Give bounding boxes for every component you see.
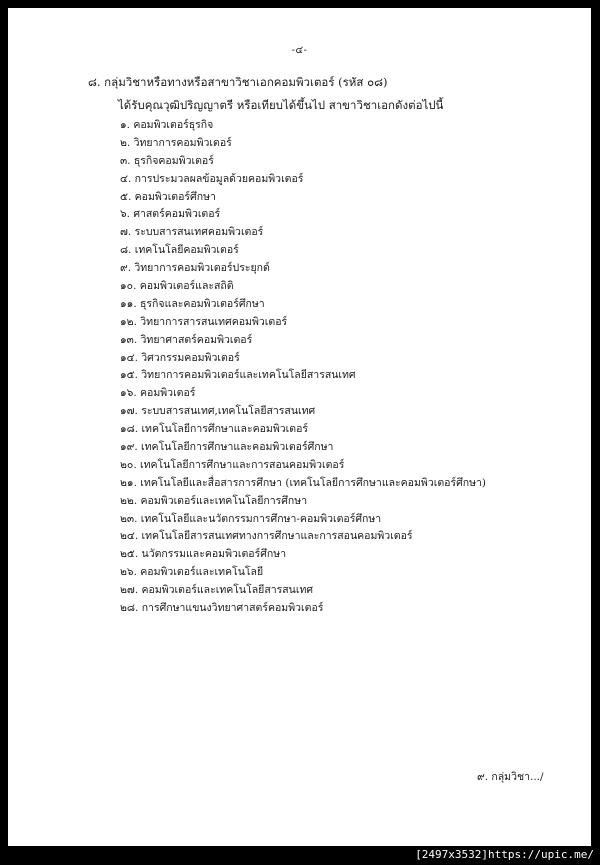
list-item: ๑๖. คอมพิวเตอร์ [120, 387, 196, 400]
next-page-reference: ๙. กลุ่มวิชา.../ [477, 771, 544, 783]
list-item: ๑๘. เทคโนโลยีการศึกษาและคอมพิวเตอร์ [120, 423, 309, 436]
image-host-footer [0, 846, 600, 865]
list-item: ๕. คอมพิวเตอร์ศึกษา [120, 190, 216, 203]
list-item: ๒๑. เทคโนโลยีและสื่อสารการศึกษา (เทคโนโลยีการศึกษาและคอมพิวเตอร์ศึกษา) [120, 476, 487, 489]
list-item: ๒๔. เทคโนโลยีสารสนเทศทางการศึกษาและการสอนคอมพิวเตอร์ [120, 530, 413, 543]
list-item: ๑๗. ระบบสารสนเทศ,เทคโนโลยีสารสนเทศ [120, 405, 316, 418]
list-item: ๒๐. เทคโนโลยีการศึกษาและการสอนคอมพิวเตอร์ [120, 458, 345, 471]
list-item: ๔. การประมวลผลข้อมูลด้วยคอมพิวเตอร์ [120, 172, 304, 185]
image-host-credit: [2497x3532]https://upic.me/ [415, 848, 594, 861]
list-item: ๑๐. คอมพิวเตอร์และสถิติ [120, 280, 234, 293]
list-item: ๖. ศาสตร์คอมพิวเตอร์ [120, 208, 221, 221]
section-subheading: ได้รับคุณวุฒิปริญญาตรี หรือเทียบได้ขึ้นไป สาขาวิชาเอกดังต่อไปนี้ [118, 98, 444, 112]
list-item: ๙. วิทยาการคอมพิวเตอร์ประยุกต์ [120, 262, 270, 275]
list-item: ๑๔. วิศวกรรมคอมพิวเตอร์ [120, 351, 240, 364]
list-item: ๗. ระบบสารสนเทศคอมพิวเตอร์ [120, 226, 264, 239]
section-heading: ๘. กลุ่มวิชาหรือทางหรือสาขาวิชาเอกคอมพิวเตอร์ (รหัส ๐๘) [88, 75, 388, 89]
list-item: ๒๘. การศึกษาแขนงวิทยาศาสตร์คอมพิวเตอร์ [120, 602, 324, 615]
list-item: ๑. คอมพิวเตอร์ธุรกิจ [120, 119, 214, 131]
list-item: ๒๓. เทคโนโลยีและนวัตกรรมการศึกษา-คอมพิวเตอร์ศึกษา [120, 512, 382, 525]
list-item: ๓. ธุรกิจคอมพิวเตอร์ [120, 154, 214, 167]
list-item: ๑๕. วิทยาการคอมพิวเตอร์และเทคโนโลยีสารสนเทศ [120, 369, 356, 382]
list-item: ๒๕. นวัตกรรมและคอมพิวเตอร์ศึกษา [120, 548, 287, 561]
page-number: -๔- [291, 45, 308, 56]
degree-list [120, 117, 486, 618]
list-item: ๑๒. วิทยาการสารสนเทศคอมพิวเตอร์ [120, 315, 288, 328]
list-item: ๒๗. คอมพิวเตอร์และเทคโนโลยีสารสนเทศ [120, 584, 314, 597]
list-item: ๘. เทคโนโลยีคอมพิวเตอร์ [120, 244, 239, 257]
list-item: ๑๙. เทคโนโลยีการศึกษาและคอมพิวเตอร์ศึกษา [120, 441, 334, 454]
list-item: ๒. วิทยาการคอมพิวเตอร์ [120, 136, 232, 149]
list-item: ๒๖. คอมพิวเตอร์และเทคโนโลยี [120, 566, 264, 579]
list-item: ๑๓. วิทยาศาสตร์คอมพิวเตอร์ [120, 333, 253, 346]
document-page [8, 8, 591, 846]
list-item: ๑๑. ธุรกิจและคอมพิวเตอร์ศึกษา [120, 297, 265, 310]
list-item: ๒๒. คอมพิวเตอร์และเทคโนโลยีการศึกษา [120, 494, 308, 507]
